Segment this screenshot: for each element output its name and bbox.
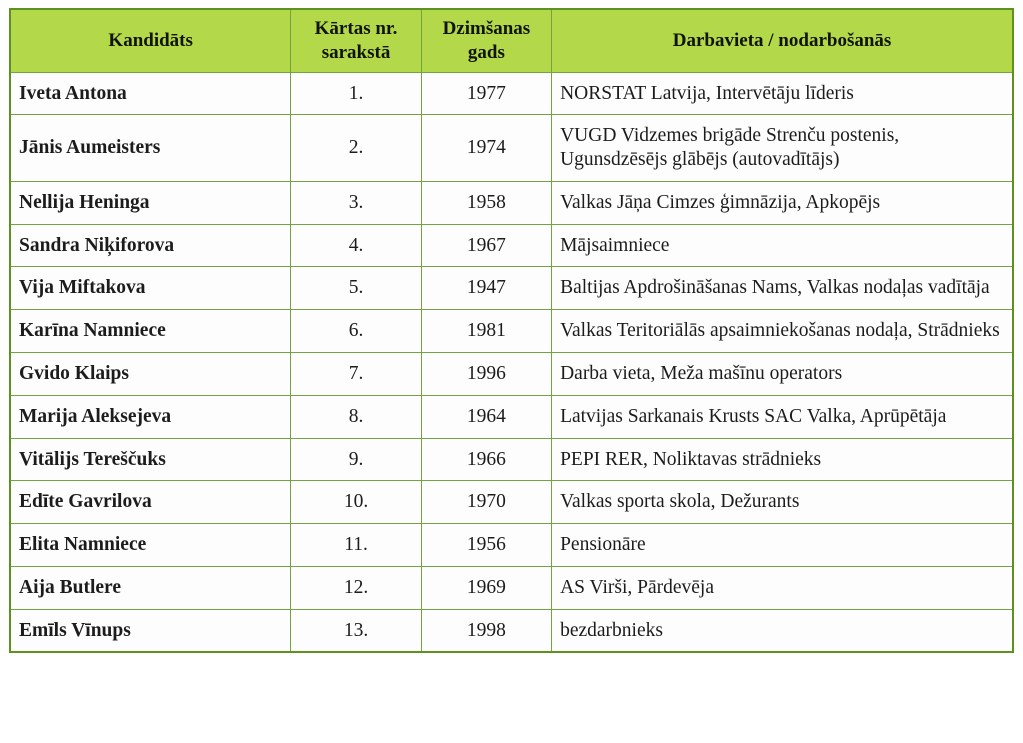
candidate-name: Iveta Antona <box>10 72 291 115</box>
candidate-order: 11. <box>291 524 421 567</box>
candidate-order: 9. <box>291 438 421 481</box>
candidate-birth-year: 1958 <box>421 181 551 224</box>
candidate-occupation: Pensionāre <box>552 524 1013 567</box>
candidate-occupation: PEPI RER, Noliktavas strādnieks <box>552 438 1013 481</box>
candidate-occupation: Mājsaimniece <box>552 224 1013 267</box>
candidate-occupation: NORSTAT Latvija, Intervētāju līderis <box>552 72 1013 115</box>
candidate-occupation: AS Virši, Pārdevēja <box>552 566 1013 609</box>
candidate-order: 1. <box>291 72 421 115</box>
table-row <box>10 352 1013 395</box>
candidate-birth-year: 1967 <box>421 224 551 267</box>
candidate-name: Nellija Heninga <box>10 181 291 224</box>
candidate-order: 4. <box>291 224 421 267</box>
table-row <box>10 267 1013 310</box>
candidate-birth-year: 1956 <box>421 524 551 567</box>
candidate-birth-year: 1969 <box>421 566 551 609</box>
candidate-name: Aija Butlere <box>10 566 291 609</box>
candidate-birth-year: 1996 <box>421 352 551 395</box>
table-row <box>10 609 1013 652</box>
candidate-name: Emīls Vīnups <box>10 609 291 652</box>
candidate-birth-year: 1998 <box>421 609 551 652</box>
header-row <box>10 9 1013 72</box>
candidate-order: 7. <box>291 352 421 395</box>
candidate-order: 13. <box>291 609 421 652</box>
column-header-order: Kārtas nr. sarakstā <box>291 9 421 72</box>
column-header-candidate: Kandidāts <box>10 9 291 72</box>
candidate-birth-year: 1966 <box>421 438 551 481</box>
candidate-order: 8. <box>291 395 421 438</box>
table-row <box>10 310 1013 353</box>
table-row <box>10 481 1013 524</box>
candidate-name: Marija Aleksejeva <box>10 395 291 438</box>
candidate-occupation: bezdarbnieks <box>552 609 1013 652</box>
candidate-birth-year: 1947 <box>421 267 551 310</box>
candidate-name: Jānis Aumeisters <box>10 115 291 182</box>
candidate-name: Gvido Klaips <box>10 352 291 395</box>
table-row <box>10 72 1013 115</box>
candidate-order: 12. <box>291 566 421 609</box>
candidate-occupation: Darba vieta, Meža mašīnu operators <box>552 352 1013 395</box>
candidate-birth-year: 1981 <box>421 310 551 353</box>
candidates-table <box>9 8 1014 653</box>
candidate-name: Vitālijs Tereščuks <box>10 438 291 481</box>
table-row <box>10 524 1013 567</box>
column-header-occupation: Darbavieta / nodarbošanās <box>552 9 1013 72</box>
candidate-name: Vija Miftakova <box>10 267 291 310</box>
candidate-occupation: Valkas sporta skola, Dežurants <box>552 481 1013 524</box>
table-row <box>10 395 1013 438</box>
candidate-order: 2. <box>291 115 421 182</box>
column-header-birth-year: Dzimšanas gads <box>421 9 551 72</box>
candidate-birth-year: 1974 <box>421 115 551 182</box>
candidate-name: Sandra Niķiforova <box>10 224 291 267</box>
candidate-occupation: Baltijas Apdrošināšanas Nams, Valkas nodaļas vadītāja <box>552 267 1013 310</box>
table-row <box>10 224 1013 267</box>
candidate-name: Edīte Gavrilova <box>10 481 291 524</box>
candidate-order: 5. <box>291 267 421 310</box>
candidate-order: 6. <box>291 310 421 353</box>
table-row <box>10 438 1013 481</box>
candidate-occupation: Valkas Jāņa Cimzes ģimnāzija, Apkopējs <box>552 181 1013 224</box>
candidate-name: Karīna Namniece <box>10 310 291 353</box>
table-row <box>10 115 1013 182</box>
table-row <box>10 181 1013 224</box>
candidate-order: 3. <box>291 181 421 224</box>
candidate-birth-year: 1964 <box>421 395 551 438</box>
candidate-name: Elita Namniece <box>10 524 291 567</box>
candidate-occupation: Latvijas Sarkanais Krusts SAC Valka, Aprūpētāja <box>552 395 1013 438</box>
candidate-order: 10. <box>291 481 421 524</box>
table-row <box>10 566 1013 609</box>
candidate-occupation: VUGD Vidzemes brigāde Strenču postenis, Ugunsdzēsējs glābējs (autovadītājs) <box>552 115 1013 182</box>
candidate-occupation: Valkas Teritoriālās apsaimniekošanas nodaļa, Strādnieks <box>552 310 1013 353</box>
candidate-birth-year: 1977 <box>421 72 551 115</box>
candidate-birth-year: 1970 <box>421 481 551 524</box>
